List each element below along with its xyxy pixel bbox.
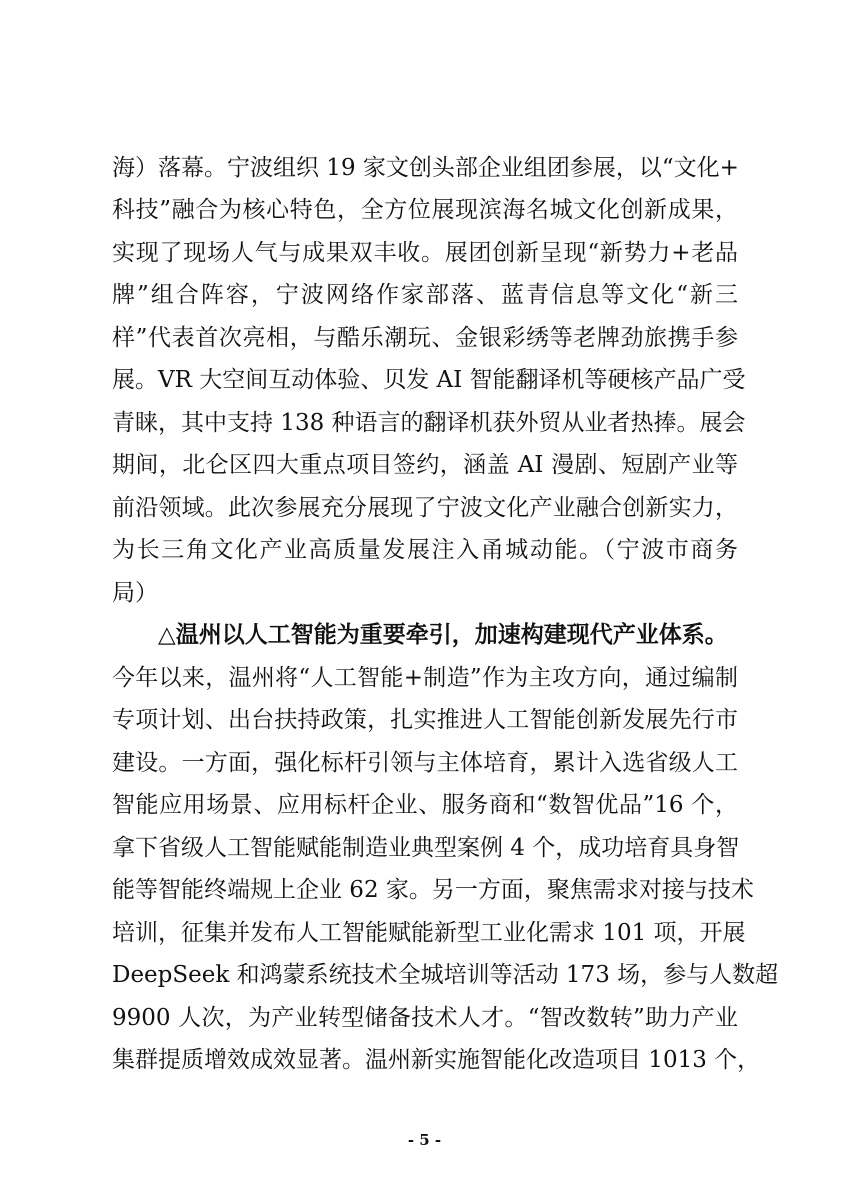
paragraph-line: 海）落幕。宁波组织 19 家文创头部企业组团参展，以“文化+ (112, 155, 739, 181)
paragraph-line: 今年以来，温州将“人工智能+制造”作为主攻方向，通过编制 (112, 665, 738, 691)
paragraph-line: 为长三角文化产业高质量发展注入甬城动能。（宁波市商务 (112, 537, 738, 563)
paragraph-line: 建设。一方面，强化标杆引领与主体培育，累计入选省级人工 (112, 750, 738, 776)
paragraph-line: 样”代表首次亮相，与酷乐潮玩、金银彩绣等老牌劲旅携手参 (112, 325, 738, 351)
paragraph-line: DeepSeek 和鸿蒙系统技术全城培训等活动 173 场，参与人数超 (112, 962, 779, 988)
paragraph-line: 9900 人次，为产业转型储备技术人才。“智改数转”助力产业 (112, 1005, 738, 1031)
paragraph-line: 智能应用场景、应用标杆企业、服务商和“数智优品”16 个， (112, 792, 738, 818)
paragraph-line: 专项计划、出台扶持政策，扎实推进人工智能创新发展先行市 (112, 707, 738, 733)
page-number: - 5 - (407, 1131, 442, 1149)
section-heading: △温州以人工智能为重要牵引，加速构建现代产业体系。 (158, 621, 728, 648)
paragraph-line: 科技”融合为核心特色，全方位展现滨海名城文化创新成果， (112, 197, 738, 223)
paragraph-line: 集群提质增效成效显著。温州新实施智能化改造项目 1013 个， (112, 1047, 761, 1073)
paragraph-line: 牌”组合阵容，宁波网络作家部落、蓝青信息等文化“新三 (112, 282, 738, 308)
paragraph-line: 展。VR 大空间互动体验、贝发 AI 智能翻译机等硬核产品广受 (112, 367, 746, 393)
paragraph-line: 拿下省级人工智能赋能制造业典型案例 4 个，成功培育具身智 (112, 835, 740, 861)
paragraph-line: 能等智能终端规上企业 62 家。另一方面，聚焦需求对接与技术 (112, 877, 754, 903)
paragraph-line: 培训，征集并发布人工智能赋能新型工业化需求 101 项，开展 (112, 920, 746, 946)
paragraph-line: 实现了现场人气与成果双丰收。展团创新呈现“新势力+老品 (112, 240, 738, 266)
paragraph-line: 青睐，其中支持 138 种语言的翻译机获外贸从业者热捧。展会 (112, 410, 746, 436)
paragraph-line: 前沿领域。此次参展充分展现了宁波文化产业融合创新实力， (112, 495, 738, 521)
paragraph-line: 期间，北仑区四大重点项目签约，涵盖 AI 漫剧、短剧产业等 (112, 452, 738, 478)
paragraph-line: 局） (112, 580, 158, 606)
